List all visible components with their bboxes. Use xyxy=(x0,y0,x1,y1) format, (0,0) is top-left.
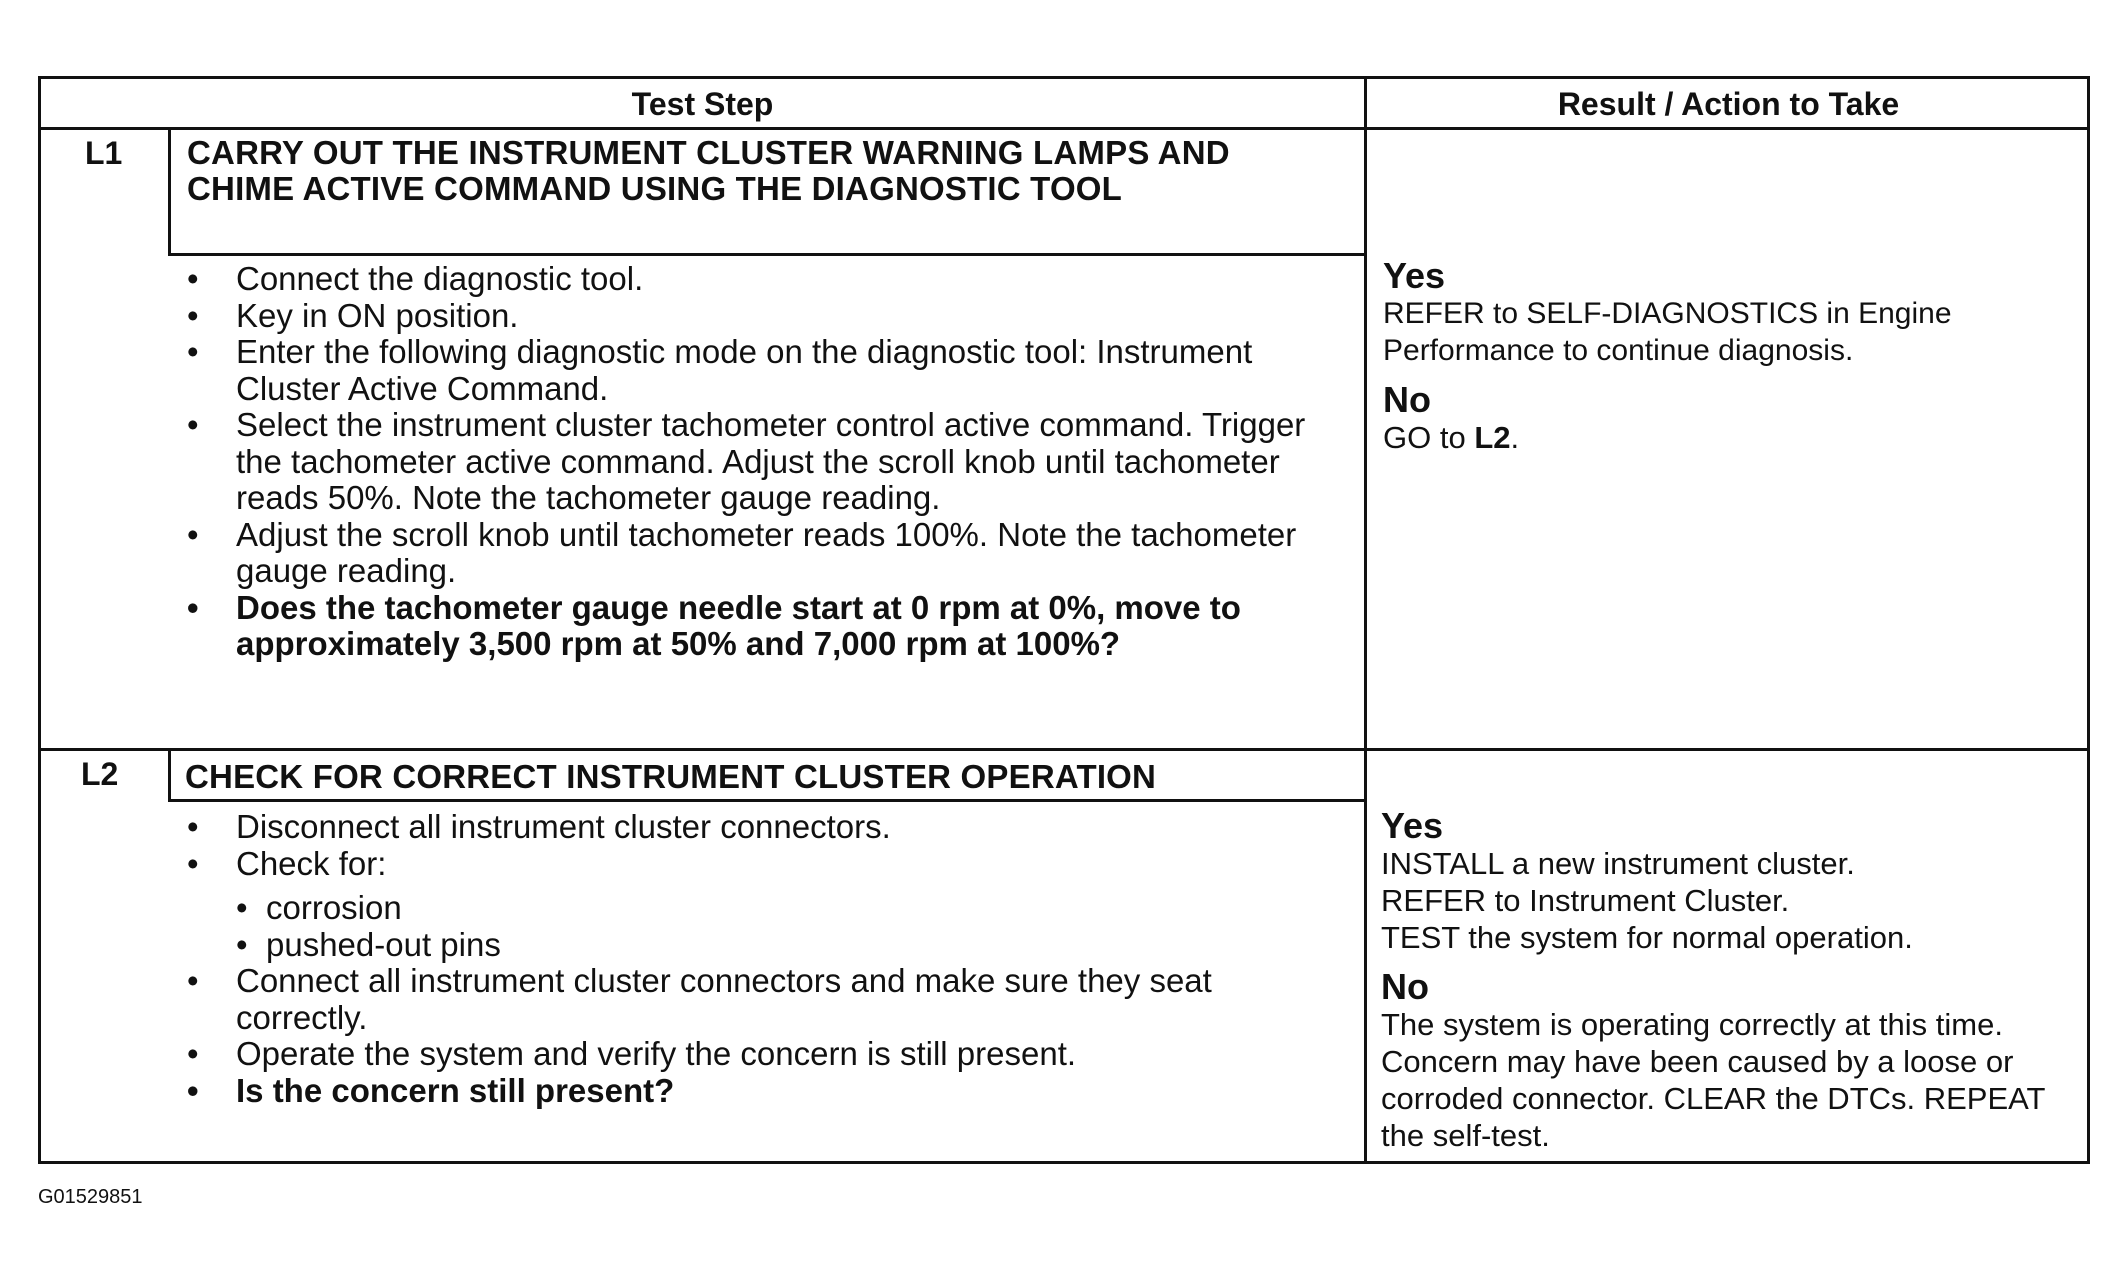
list-item: • Connect all instrument cluster connectors and make sure they seat correctly. xyxy=(181,963,1351,1036)
step-l2-instructions xyxy=(181,809,1351,1109)
no-label: No xyxy=(1381,966,1429,1007)
l2-title-divider xyxy=(168,799,1367,802)
yes-action-line: REFER to Instrument Cluster. xyxy=(1381,883,1790,918)
yes-label: Yes xyxy=(1383,255,1446,296)
header-result-action: Result / Action to Take xyxy=(1367,79,2090,130)
list-item xyxy=(181,846,1351,964)
yes-label: Yes xyxy=(1381,805,1444,846)
diagnostic-table xyxy=(38,76,2090,1164)
list-item: • Key in ON position. xyxy=(181,298,1351,335)
column-divider xyxy=(1364,127,1367,1164)
figure-code: G01529851 xyxy=(38,1186,143,1208)
yes-action: REFER to SELF-DIAGNOSTICS in Engine Performance to continue diagnosis. xyxy=(1383,297,1952,367)
result-l2 xyxy=(1381,807,2081,1154)
check-for-list xyxy=(236,890,1351,963)
list-item: • Select the instrument cluster tachometer control active command. Trigger the tachometer active command. Adjust the scroll knob until tachometer reads 50%. Note the tachometer gauge reading. xyxy=(181,407,1351,517)
header-test-step: Test Step xyxy=(41,79,1367,130)
list-item-question: • Is the concern still present? xyxy=(181,1073,1351,1110)
yes-action-line: INSTALL a new instrument cluster. xyxy=(1381,846,1855,881)
row-divider xyxy=(41,748,2090,751)
list-item: • Disconnect all instrument cluster connectors. xyxy=(181,809,1351,846)
no-action-end: . xyxy=(1510,420,1520,455)
step-id-l2: L2 xyxy=(81,756,119,792)
list-item: • pushed-out pins xyxy=(236,927,1351,964)
result-l1 xyxy=(1383,257,2073,456)
step-id-l1: L1 xyxy=(85,135,123,171)
check-for-label: Check for: xyxy=(236,844,387,882)
list-item: • Connect the diagnostic tool. xyxy=(181,261,1351,298)
step-title-l1: CARRY OUT THE INSTRUMENT CLUSTER WARNING LAMPS AND CHIME ACTIVE COMMAND USING THE DIAGNOSTIC TOOL xyxy=(187,134,1230,207)
list-item: • Adjust the scroll knob until tachometer reads 100%. Note the tachometer gauge reading. xyxy=(181,517,1351,590)
l1-id-divider xyxy=(168,127,171,254)
no-action-text: GO to xyxy=(1383,420,1466,455)
step-title-l2: CHECK FOR CORRECT INSTRUMENT CLUSTER OPERATION xyxy=(185,758,1157,795)
no-label: No xyxy=(1383,379,1431,420)
no-action: The system is operating correctly at this time. Concern may have been caused by a loose or corroded connector. CLEAR the DTCs. REPEAT the self-test. xyxy=(1381,1007,2045,1153)
list-item-question: • Does the tachometer gauge needle start at 0 rpm at 0%, move to approximately 3,500 rpm at 50% and 7,000 rpm at 100%? xyxy=(181,590,1351,663)
list-item: • corrosion xyxy=(236,890,1351,927)
list-item: • Enter the following diagnostic mode on the diagnostic tool: Instrument Cluster Active Command. xyxy=(181,334,1351,407)
no-action xyxy=(1383,419,2073,456)
l2-id-divider xyxy=(168,748,171,802)
list-item: • Operate the system and verify the concern is still present. xyxy=(181,1036,1351,1073)
yes-action-line: TEST the system for normal operation. xyxy=(1381,920,1913,955)
step-l1-instructions xyxy=(181,261,1351,663)
l1-title-divider xyxy=(168,253,1367,256)
step-ref-l2: L2 xyxy=(1474,420,1511,455)
